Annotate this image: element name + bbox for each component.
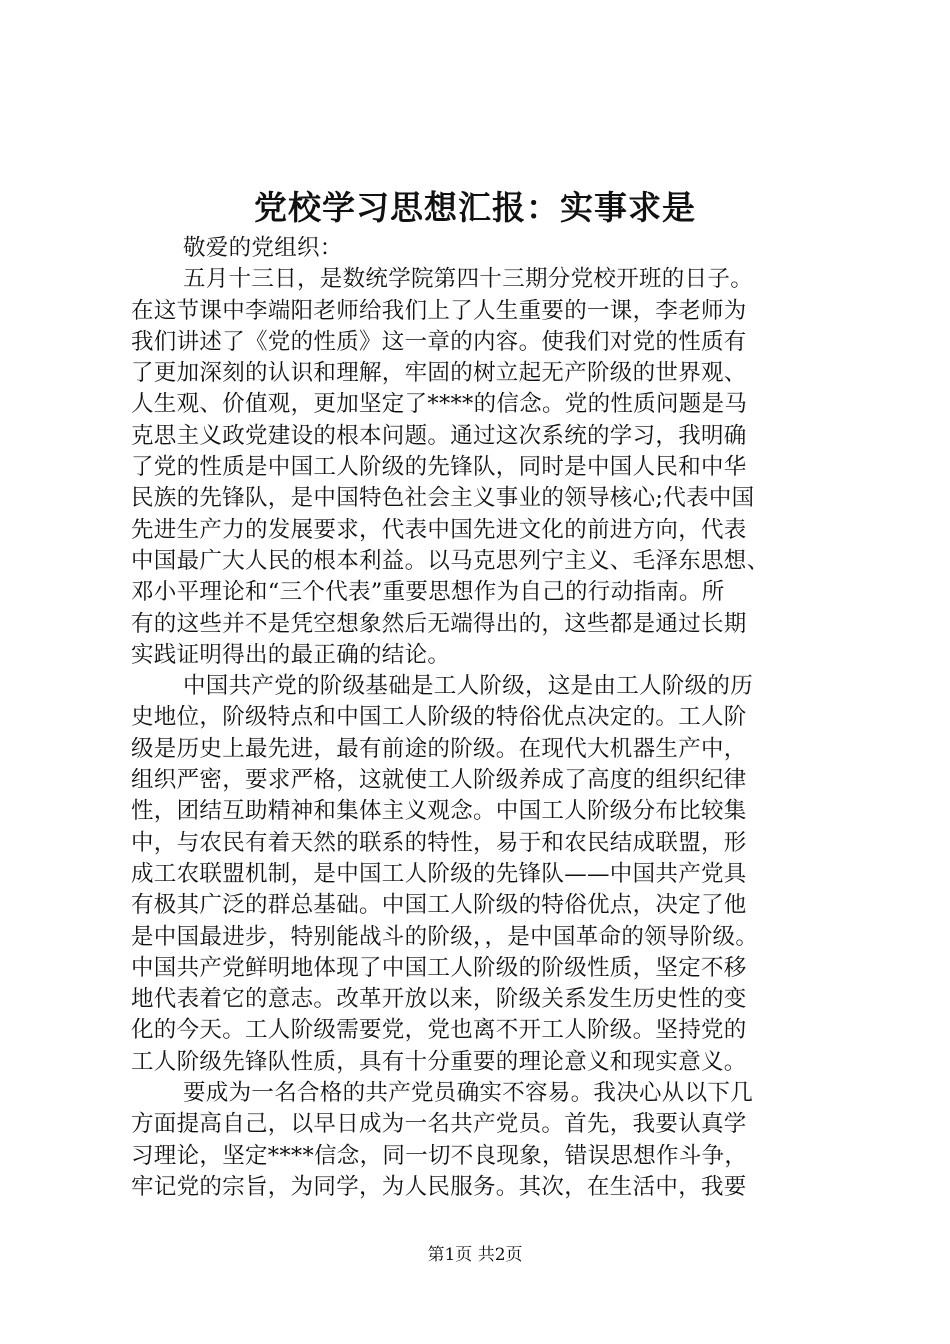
body-line: 有极其广泛的群总基础。中国工人阶级的特俗优点，决定了他 [131,892,747,919]
body-line: 了党的性质是中国工人阶级的先锋队，同时是中国人民和中华 [131,454,747,481]
body-line: 克思主义政党建设的根本问题。通过这次系统的学习，我明确 [131,422,747,449]
document-title: 党校学习思想汇报：实事求是 [254,188,696,227]
body-line: 地代表着它的意志。改革开放以来，阶级关系发生历史性的变 [131,986,747,1013]
body-line: 级是历史上最先进，最有前途的阶级。在现代大机器生产中， [131,735,747,762]
body-line: 中国最广大人民的根本利益。以马克思列宁主义、毛泽东思想、 [131,547,770,574]
body-line: 成工农联盟机制，是中国工人阶级的先锋队——中国共产党具 [131,860,747,887]
body-line: 是中国最进步，特别能战斗的阶级，，是中国革命的领导阶级。 [131,923,759,950]
body-line: 人生观、价值观，更加坚定了****的信念。党的性质问题是马 [131,391,748,418]
body-line: 史地位，阶级特点和中国工人阶级的特俗优点决定的。工人阶 [131,704,747,731]
body-line: 要成为一名合格的共产党员确实不容易。我决心从以下几 [183,1080,754,1107]
body-line: 有的这些并不是凭空想象然后无端得出的，这些都是通过长期 [131,610,747,637]
body-line: 中，与农民有着天然的联系的特性，易于和农民结成联盟，形 [131,829,747,856]
body-line: 牢记党的宗旨，为同学，为人民服务。其次，在生活中，我要 [131,1173,747,1200]
body-line: 组织严密，要求严格，这就使工人阶级养成了高度的组织纪律 [131,767,747,794]
body-line: 化的今天。工人阶级需要党，党也离不开工人阶级。坚持党的 [131,1017,747,1044]
body-line: 方面提高自己，以早日成为一名共产党员。首先，我要认真学 [131,1111,747,1138]
body-line: 中国共产党的阶级基础是工人阶级，这是由工人阶级的历 [183,673,754,700]
body-line: 中国共产党鲜明地体现了中国工人阶级的阶级性质，坚定不移 [131,954,747,981]
body-line: 了更加深刻的认识和理解，牢固的树立起无产阶级的世界观、 [131,360,747,387]
body-line: 工人阶级先锋队性质，具有十分重要的理论意义和现实意义。 [131,1048,747,1075]
page-footer: 第1页 共2页 [427,1245,523,1265]
body-line: 先进生产力的发展要求，代表中国先进文化的前进方向，代表 [131,516,747,543]
body-line: 实践证明得出的最正确的结论。 [131,641,451,668]
body-line: 邓小平理论和“三个代表”重要思想作为自己的行动指南。所 [131,579,725,606]
body-line: 敬爱的党组织： [183,235,343,261]
body-line: 我们讲述了《党的性质》这一章的内容。使我们对党的性质有 [131,328,747,355]
body-line: 五月十三日，是数统学院第四十三期分党校开班的日子。 [183,266,754,293]
body-line: 性，团结互助精神和集体主义观念。中国工人阶级分布比较集 [131,798,747,825]
body-line: 在这节课中李端阳老师给我们上了人生重要的一课，李老师为 [131,297,747,324]
body-line: 民族的先锋队，是中国特色社会主义事业的领导核心;代表中国 [131,485,755,512]
body-line: 习理论，坚定****信念，同一切不良现象，错误思想作斗争， [131,1142,748,1169]
document-body [131,233,831,1203]
